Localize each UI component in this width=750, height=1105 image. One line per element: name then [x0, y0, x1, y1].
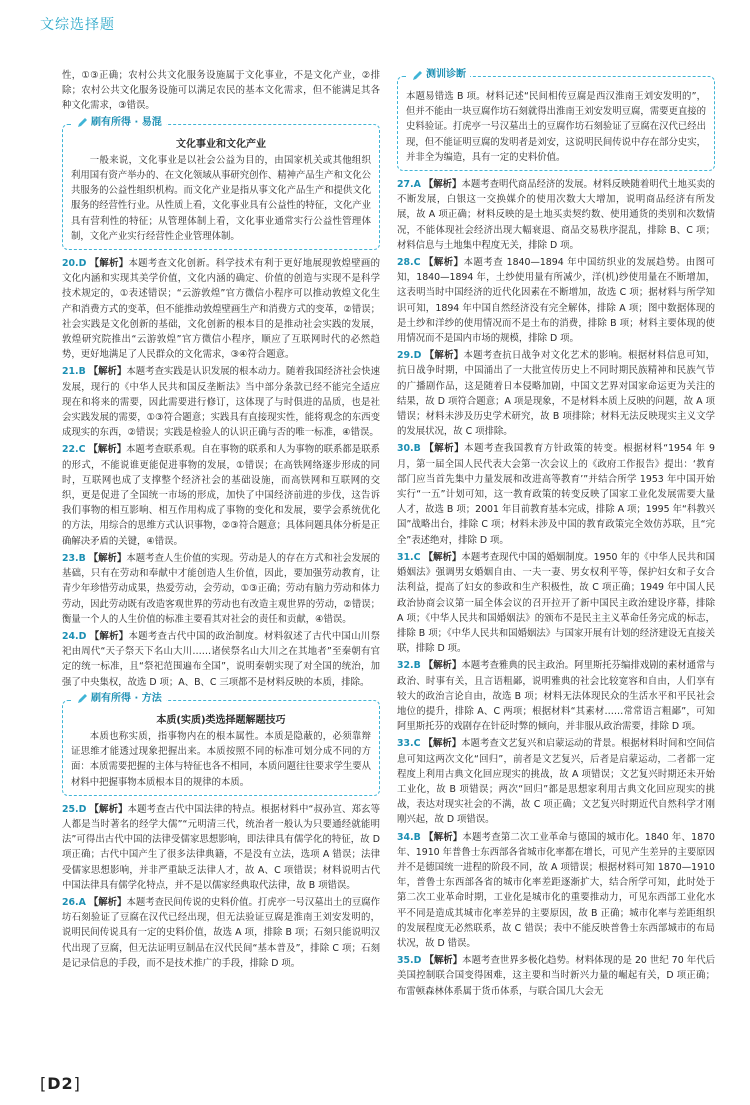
answer-item-32 — [397, 658, 715, 734]
box-label-text: 刷有所得 · 易混 — [91, 116, 162, 128]
item-number: 31. — [397, 551, 414, 563]
item-number: 32. — [397, 660, 414, 672]
item-text: 本题考查雅典的民主政治。阿里斯托芬编排戏剧的素材通常与政治、时事有关，且言语粗鄙，说明雅典的社会比较宽容和自由，人们享有较大的政治言论自由，故选 B 项；材料无法体现民众的生活水平和平民社会地位的提升，排除 A、C 两项；根据材料“其素材……常常语言粗鄙”，可知阿里斯托芬的戏剧存在针砭时弊的倾向，并非服从政治需要，排除 D 项。 — [397, 660, 715, 733]
item-answer: A — [413, 179, 421, 191]
item-tag: 【解析】 — [424, 955, 463, 967]
pencil-icon — [77, 693, 88, 704]
answer-item-31 — [397, 550, 715, 656]
item-answer: D — [78, 803, 87, 815]
item-tag: 【解析】 — [88, 896, 127, 908]
answer-item-24 — [62, 629, 380, 690]
answer-item-22 — [62, 442, 380, 548]
answer-item-28 — [397, 255, 715, 346]
box-text: 本质也称实质，指事物内在的根本属性。本质是隐蔽的，必须靠辩证思维才能透过现象把握出来。本质按照不同的标准可划分成不同的方面：本质需要把握的主体与特征也各不相同，本质问题往往要求学生要从材料中把握事物本质根本目的规律的本质。 — [71, 730, 372, 788]
item-number: 28. — [397, 257, 414, 269]
item-number: 24. — [62, 630, 79, 642]
page-number-bracket-right: ] — [73, 1074, 81, 1093]
item-text: 本题考查 1840—1894 年中国纺织业的发展趋势。由图可知，1840—1894 年，土纱使用量有所减少，洋(机)纱使用量在不断增加，这表明当时中国经济的近代化因素在不断增加，故选 C 项；据材料与所学知识可知，1894 年中国自然经济没有完全解体，排除 A 项；图中数据体现的是土纱和洋纱的使用情况而不是土布的消费，排除 B 项；材料主要体现的使用情况而不是国内市场的规模，排除 D 项。 — [397, 257, 715, 345]
item-answer: C — [413, 257, 421, 269]
answer-item-33 — [397, 736, 715, 827]
item-text: 本题考查抗日战争对文化艺术的影响。根据材料信息可知，抗日战争时期，中国涌出了一大批宣传历史上不同时期民族精神和民族气节的广播剧作品，这是随着日本侵略加剧，中国文艺界对国家命运更为关注的结果，故 D 项符合题意；A 项是现象，不是材料本质上反映的问题，故 A 项错误；材料未涉及历史学术研究，故 B 项排除；材料无法反映现实主义文学的发展状况，故 C 项排除。 — [397, 350, 715, 438]
left-column — [62, 68, 380, 973]
answer-item-23 — [62, 551, 380, 627]
tip-box-method — [62, 692, 380, 796]
item-text: 本题考查联系观。自在事物的联系和人为事物的联系都是联系的形式，不能说谁更能促进事物的发展，①错误；在高铁网络逐步形成的同时，互联网也成了支撑整个经济社会的基础设施，而高铁网和互联网的交织，更是促进了全国统一市场的形成，加快了中国经济前进的步伐，这告诉我们事物的相互影响、相互作用构成了事物的变化和发展，要学会系统优化的方法，用综合的思维方式认识事物，②③符合题意；具体问题具体分析是正确解决矛盾的关键，④错误。 — [62, 444, 380, 547]
item-tag: 【解析】 — [423, 660, 462, 672]
item-number: 23. — [62, 552, 79, 564]
box-title: 本质(实质)类选择题解题技巧 — [156, 714, 286, 726]
item-tag: 【解析】 — [423, 179, 462, 191]
box-label — [73, 692, 166, 706]
item-text: 本题考查古代中国的政治制度。材料叙述了古代中国山川祭祀由周代“天子祭天下名山大川……诸侯祭名山大川之在其地者”至秦朝有官定的统一标准，且“祭祀范围遍布全国”，说明秦朝实现了对全国的统治，加强了中央集权，故选 D 项；A、B、C 三项都不是材料反映的本质，排除。 — [62, 630, 380, 688]
box-text: 本题易错选 B 项。材料记述“民间相传豆腐是西汉淮南王刘安发明的”，但并不能由一块豆腐作坊石刻就得出淮南王刘安发明豆腐，需要更直接的史料验证。打虎亭一号汉墓出土的豆腐作坊石刻验证了豆腐在汉代已经出现，但不能证明豆腐的发明者是刘安，这说明民间传说中存在部分史实，并非全为编造，具有一定的史料价值。 — [406, 91, 707, 163]
item-text: 本题考查现代中国的婚姻制度。1950 年的《中华人民共和国婚姻法》强调男女婚姻自由、一夫一妻、男女权利平等，保护妇女和子女合法利益，提高了妇女的参政和生产积极性，故 C 项正确；1949 年中国人民政治协商会议第一届全体会议的召开拉开了新中国民主政治建设序幕，排除 A 项；《中华人民共和国婚姻法》的颁布不是民主主义革命任务完成的标志，排除 B 项；《中华人民共和国婚姻法》与国家开展有计划的经济建设无直接关联，排除 D 项。 — [397, 551, 716, 655]
item-answer: D — [78, 258, 87, 270]
diagnosis-box — [397, 69, 715, 171]
item-tag: 【解析】 — [423, 738, 462, 750]
item-number: 27. — [397, 179, 414, 191]
item-number: 26. — [62, 896, 79, 908]
box-text: 一般来说，文化事业是以社会公益为目的，由国家机关或其他组织利用国有资产举办的、在文化领域从事研究创作、精神产品生产和文化公共服务的公益性组织机构。而文化产业是指从事文化产品生产和提供文化服务的经营性行业。从性质上看，文化事业具有公益性的特征，文化产业具有营利性的特征；从管理体制上看，文化事业通常实行公益性管理体制，文化产业实行经营性企业管理体制。 — [71, 154, 372, 242]
item-text: 本题考查我国教育方针政策的转变。根据材料“1954 年 9 月，第一届全国人民代表大会第一次会议上的《政府工作报告》提出：‘教育部门应当首先集中力量发展和改进高等教育’”并结合所学 1953 年中国开始实行“一五”计划可知，这一教育政策的转变反映了国家工业化发展需要大量人才，故选 B 项；2001 年目前教育基本完成，排除 A 项；1995 年“科教兴国”战略出台，排除 C 项；材料未涉及中国的教育政策完全效仿苏联，且“完全”表述绝对，排除 D 项。 — [397, 443, 715, 546]
item-text: 本题考查世界多极化趋势。材料体现的是 20 世纪 70 年代后美国控制联合国变得困难，这主要和当时新兴力量的崛起有关，D 项正确；布雷顿森林体系属于货币体系，与联合国几大会无 — [397, 955, 715, 997]
answer-item-29 — [397, 348, 715, 439]
item-answer: C — [78, 444, 86, 456]
item-text: 本题考查人生价值的实现。劳动是人的存在方式和社会发展的基础，只有在劳动和奉献中才能创造人生价值，因此，要加强劳动教育，让青少年珍惜劳动成果，热爱劳动，会劳动，①③正确；劳动有脑力劳动和体力劳动，因此劳动既有改造客观世界的劳动也有改造主观世界的劳动，②错误；衡量一个人的人生价值的标准主要看其对社会的责任和贡献，④错误。 — [62, 552, 380, 625]
answer-item-30 — [397, 441, 715, 547]
item-text: 本题考查文艺复兴和启蒙运动的背景。根据材料时间和空间信息可知这两次文化“回归”，前者是文艺复兴，后者是启蒙运动，二者都一定程度上利用古典文化回应现实的挑战，故 A 项错误；文艺复兴时期还未开始工业化，故 B 项错误；两次“回归”都是思想家利用古典文化回应现实的挑战，表达对现实社会的不满，故 C 项正确；文艺复兴时期近代自然科学才刚刚兴起，故 D 项错误。 — [397, 738, 715, 826]
item-number: 33. — [397, 738, 414, 750]
pencil-icon — [412, 70, 423, 81]
item-answer: D — [413, 955, 422, 967]
right-column — [397, 68, 715, 1001]
pencil-icon — [77, 117, 88, 128]
answer-item-21 — [62, 364, 380, 440]
item-tag: 【解析】 — [89, 258, 129, 270]
item-text: 本题考查民间传说的史料价值。打虎亭一号汉墓出土的豆腐作坊石刻验证了豆腐在汉代已经出现，但无法验证豆腐是淮南王刘安发明的，说明民间传说具有一定的史料价值，故选 A 项，排除 B 项；石刻只能说明汉代出现了豆腐，但无法证明豆制品在汉代民间“基本普及”，排除 C 项；石刻是记录信息的手段，而不是技术推广的手段，排除 D 项。 — [62, 896, 380, 969]
item-tag: 【解析】 — [88, 366, 127, 378]
box-title: 文化事业和文化产业 — [176, 138, 266, 150]
item-text: 本题考查古代中国法律的特点。根据材料中“叔孙宣、郑玄等人都是当时著名的经学大儒”“元明清三代，统治者一般认为只要通经就能明法”可得出古代中国的法律受儒家思想影响，即法律具有儒学化的特征，故 D 项正确；古代中国产生了很多法律典籍，不是没有立法，选项 A 错误；法律受儒家思想影响，并非严重缺乏法律人才，故 A、C 项错误；材料说明古代中国法律具有儒学化特点，并不是以儒家经典取代法律，故 B 项错误。 — [62, 803, 380, 891]
item-tag: 【解析】 — [89, 630, 129, 642]
item-tag: 【解析】 — [424, 443, 465, 455]
page-number-bracket-left: [ — [40, 1074, 48, 1093]
item-answer: C — [413, 551, 421, 563]
item-text: 本题考查第二次工业革命与德国的城市化。1840 年、1870 年、1910 年普鲁士东西部各省城市化率都在增长，可见产生差异的主要原因并不是德国统一进程的阶段不同，故 A 项错误；根据材料可知 1870—1910 年，普鲁士东西部各省的城市化率差距逐渐扩大，结合所学可知，此时处于第二次工业革命时期，工业化是城市化的重要推动力，可见东西部工业化水平不同是造成其城市化率差异的主要原因，故 B 正确；城市化率与差距组织的发展程度无必然联系，故 C 错误；表中不能反映普鲁士东西部城市的布局状况，故 D 错误。 — [397, 831, 715, 949]
item-number: 21. — [62, 366, 79, 378]
item-answer: D — [78, 630, 87, 642]
box-label-text: 刷有所得 · 方法 — [91, 692, 162, 704]
item-text: 本题考查文化创新。科学技术有利于更好地展现敦煌壁画的文化内涵和实现其美学价值，文化内涵的确定、价值的创造与实现不是科学技术规定的，①表述错误；“云游敦煌”官方微信小程序可以推动敦煌文化生产和消费方式的变革，但不能推动敦煌壁画生产和消费方式的变革，②错误；社会实践是文化创新的基础，文化创新的根本目的是推动社会实践的发展，敦煌研究院推出“云游敦煌”官方微信小程序，顺应了互联网时代的必然趋势，更好地满足了人民群众的文化需求，③④符合题意。 — [62, 258, 380, 361]
item-answer: B — [78, 552, 86, 564]
answer-item-27 — [397, 177, 715, 253]
item-answer: B — [413, 831, 421, 843]
box-label-text: 测训诊断 — [426, 69, 466, 80]
item-tag: 【解析】 — [423, 551, 462, 563]
page-number — [40, 1074, 81, 1093]
answer-item-26 — [62, 895, 380, 971]
item-number: 35. — [397, 955, 414, 967]
item-tag: 【解析】 — [88, 444, 127, 456]
item-number: 29. — [397, 350, 414, 362]
item-answer: B — [413, 443, 421, 455]
item-answer: D — [413, 350, 422, 362]
item-tag: 【解析】 — [88, 552, 127, 564]
item-text: 本题考查实践是认识发展的根本动力。随着我国经济社会快速发展，现行的《中华人民共和国反垄断法》当中部分条款已经不能完全适应现在和将来的需要，因此需要进行修订，这体现了与时俱进的品质，也是社会实践发展的需要，①③符合题意；实践具有直接现实性，能将观念的东西变成现实的东西，②错误；实践是检验人的认识正确与否的唯一标准，④错误。 — [62, 366, 380, 439]
intro-paragraph: 性，①③正确；农村公共文化服务设施属于文化事业，不是文化产业，②排除；农村公共文化服务设施可以满足农民的基本文化需求，但不能满足其各种文化需求，③错误。 — [62, 70, 380, 112]
item-tag: 【解析】 — [89, 803, 128, 815]
answer-item-20 — [62, 256, 380, 362]
answer-item-35 — [397, 953, 715, 999]
item-tag: 【解析】 — [424, 257, 464, 269]
item-number: 20. — [62, 258, 79, 270]
page-number-text: D2 — [47, 1074, 74, 1093]
item-number: 30. — [397, 443, 414, 455]
item-answer: B — [413, 660, 421, 672]
item-number: 25. — [62, 803, 79, 815]
item-answer: B — [78, 366, 86, 378]
item-answer: C — [413, 738, 421, 750]
box-label — [408, 68, 470, 82]
tip-box-confusing — [62, 116, 380, 250]
item-text: 本题考查明代商品经济的发展。材料反映随着明代土地买卖的不断发展，白银这一交换媒介的使用次数大大增加，说明商品经济有所发展，故 A 项正确；材料反映的是土地买卖契约数、使用通货的类别和次数情况，不能体现社会经济出现大幅衰退、商品交易秩序混乱，排除 B、C 项；材料信息与土地集中程度无关，排除 D 项。 — [397, 179, 715, 251]
item-number: 34. — [397, 831, 414, 843]
page-header-title: 文综选择题 — [40, 17, 115, 33]
item-tag: 【解析】 — [423, 831, 463, 843]
box-label — [73, 116, 166, 130]
answer-item-25 — [62, 802, 380, 893]
item-tag: 【解析】 — [424, 350, 464, 362]
item-number: 22. — [62, 444, 79, 456]
item-answer: A — [78, 896, 86, 908]
answer-item-34 — [397, 830, 715, 952]
